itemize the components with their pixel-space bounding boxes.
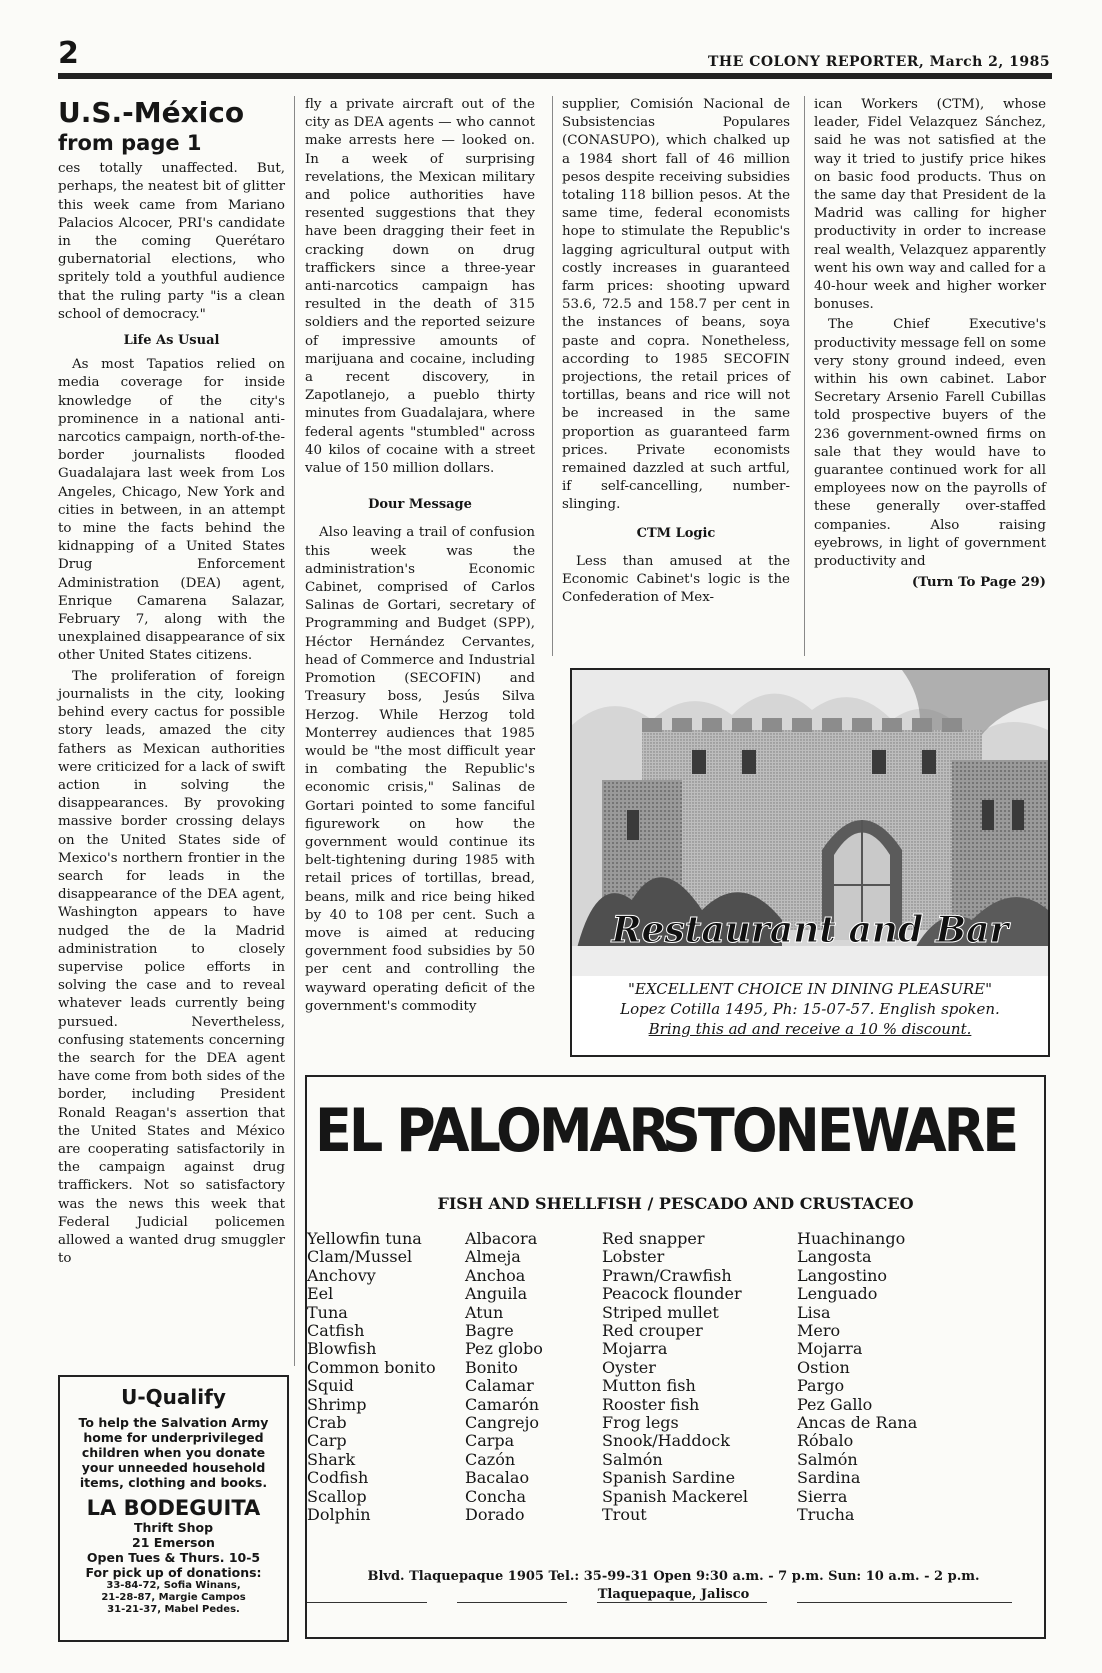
- paragraph: ces totally unaffected. But, perhaps, the neatest bit of glitter this week came from Mariano Palacios Alcocer, PRI's candidate in the coming Querétaro gubernatorial elections, who spritely told a youthful audience that the ruling party "is a clean school of democracy.": [58, 161, 285, 322]
- fish-item: Spanish Mackerel: [602, 1486, 749, 1506]
- palomar-subtitle: FISH AND SHELLFISH / PESCADO AND CRUSTACEO: [437, 1194, 914, 1213]
- pickup-label: For pick up of donations:: [85, 1565, 262, 1580]
- fish-item: Langostino: [797, 1265, 888, 1285]
- fish-item: Mojarra: [602, 1339, 668, 1359]
- fish-item: Albacora: [465, 1229, 538, 1248]
- fish-item: Huachinango: [797, 1229, 906, 1248]
- fish-item: Shark: [307, 1449, 356, 1469]
- paragraph: As most Tapatios relied on media coverage for inside knowledge of the city's prominence in a national anti-narcotics campaign, north-of-the-border journalists flooded Guadalajara last week from Los Angeles, Chicago, New York and cities in between, in an attempt to mine the facts behind the kidnapping of a United States Drug Enforcement Administration (DEA) agent, Enrique Camarena Salazar, February 7, along with the unexplained disappearance of six other United States citizens.: [58, 357, 285, 664]
- uqualify-ad: [58, 1375, 289, 1642]
- fish-item: Anchovy: [307, 1265, 376, 1285]
- fish-item: Pez globo: [465, 1339, 543, 1359]
- fish-item: Atun: [465, 1302, 504, 1322]
- fish-item: Anguila: [465, 1284, 528, 1304]
- fish-item: Bacalao: [465, 1468, 530, 1488]
- fish-item: Mero: [797, 1321, 841, 1341]
- uqualify-title: U-Qualify: [121, 1385, 226, 1409]
- fish-item: Trucha: [797, 1505, 855, 1525]
- fish-item: Cazón: [465, 1449, 516, 1469]
- paragraph: supplier, Comisión Nacional de Subsistencias Populares (CONASUPO), which chalked up a 1984 short fall of 46 million pesos despite receiving subsidies totaling 118 billion pesos. At the same time, federal economists hope to stimulate the Republic's lagging agricultural output with costly increases in guaranteed farm prices: shooting upward 53.6, 72.5 and 158.7 per cent in the instances of beans, soya paste and copra. Nonetheless, according to 1985 SECOFIN projections, the retail prices of tortillas, beans and rice will not be increased in the same proportion as guaranteed farm prices. Private economists remained dazzled at such artful, if self-cancelling, number-slinging.: [562, 97, 790, 513]
- fish-item: Cangrejo: [465, 1413, 540, 1433]
- palomar-footer: [305, 1568, 1042, 1604]
- paragraph: Less than amused at the Economic Cabinet's logic is the Confederation of Mex-: [562, 553, 790, 606]
- fish-item: Codfish: [307, 1468, 369, 1488]
- paragraph: fly a private aircraft out of the city as DEA agents — who cannot make arrests here — looked on. In a week of surprising revelations, the Mexican military and police authorities have resented suggestions that they have been dragging their feet in cracking down on drug traffickers since a three-year anti-narcotics campaign has resulted in the death of 315 soldiers and the reported seizure of impressive amounts of marijuana and cocaine, including a recent discovery, in Zapotlanejo, a pueblo thirty minutes from Guadalajara, where federal agents "stumbled" across 40 kilos of cocaine with a street value of 150 million dollars.: [305, 97, 535, 477]
- fish-item: Róbalo: [797, 1431, 854, 1451]
- fish-item: Ancas de Rana: [797, 1413, 918, 1433]
- fish-item: Spanish Sardine: [602, 1468, 736, 1488]
- fish-item: Dolphin: [307, 1505, 371, 1525]
- fish-item: Concha: [465, 1486, 526, 1506]
- subhead-life-as-usual: Life As Usual: [123, 333, 220, 349]
- fish-item: Carp: [307, 1431, 347, 1451]
- fish-item: Mojarra: [797, 1339, 863, 1359]
- column-divider: [294, 96, 295, 1366]
- fish-item: Prawn/Crawfish: [602, 1265, 732, 1285]
- shop-type: Thrift Shop: [133, 1520, 214, 1535]
- fish-item: Sierra: [797, 1486, 848, 1506]
- fish-item: Carpa: [465, 1431, 515, 1451]
- fish-item: Peacock flounder: [602, 1284, 742, 1304]
- subhead-ctm-logic: CTM Logic: [636, 525, 716, 541]
- fish-item: Salmón: [797, 1449, 858, 1469]
- contact-line: 21-28-87, Margie Campos: [101, 1592, 246, 1603]
- restaurant-sign-text: Restaurant and Bar: [611, 909, 1009, 951]
- fish-item: Oyster: [602, 1357, 656, 1377]
- column-divider: [552, 96, 553, 656]
- fish-item: Red crouper: [602, 1321, 703, 1341]
- fish-item: Anchoa: [465, 1265, 526, 1285]
- shop-address: 21 Emerson: [132, 1535, 215, 1550]
- uqualify-body: To help the Salvation Army home for underprivileged children when you donate your unneeded household items, clothing and books.: [78, 1415, 269, 1490]
- fish-item: Ostion: [797, 1357, 850, 1377]
- palomar-address-hours: Blvd. Tlaquepaque 1905 Tel.: 35-99-31 Open 9:30 a.m. - 7 p.m. Sun: 10 a.m. - 2 p.m.: [367, 1569, 980, 1584]
- fish-item: Salmón: [602, 1449, 663, 1469]
- page-number: 2: [58, 36, 79, 71]
- header-rule: [58, 73, 1052, 79]
- fish-item: Dorado: [465, 1505, 525, 1525]
- fish-item: Lenguado: [797, 1284, 878, 1304]
- palomar-title-right: STONEWARE: [662, 1095, 1017, 1166]
- restaurant-tagline: "EXCELLENT CHOICE IN DINING PLEASURE": [627, 980, 993, 998]
- fish-item: Clam/Mussel: [307, 1247, 413, 1267]
- fish-item: Mutton fish: [602, 1376, 696, 1396]
- fish-item: Scallop: [307, 1486, 367, 1506]
- fish-item: Camarón: [465, 1394, 540, 1414]
- article-column-4: [814, 96, 1046, 591]
- subhead-dour-message: Dour Message: [368, 497, 472, 513]
- paragraph: The Chief Executive's productivity message fell on some very stony ground indeed, even within his own cabinet. Labor Secretary Arsenio Farell Cubillas told prospective buyers of the 236 government-owned firms on sale that they would have to guarantee continued work for all employees now on the payrolls of these generally over-staffed companies. Also raising eyebrows, in light of government productivity and: [814, 317, 1046, 570]
- fish-list-english-2: [602, 1230, 748, 1525]
- paragraph: The proliferation of foreign journalists in the city, looking behind every cactus for possible story leads, amazed the city fathers as Mexican authorities were criticized for a lack of swift action in solving the disappearances. By provoking massive border crossing delays on the United States side of Mexico's northern frontier in the search for leads in the disappearance of the DEA agent, Washington appears to have nudged the de la Madrid administration to closely supervise police efforts in solving the case and to reveal whatever leads currently being pursued. Nevertheless, confusing statements concerning the search for the DEA agent have come from both sides of the border, including President Ronald Reagan's assertion that the United States and México are cooperating satisfactorily in the campaign against drug traffickers. Not so satisfactory was the news this week that Federal Judicial policemen allowed a wanted drug smuggler to: [58, 668, 285, 1267]
- palomar-city: Tlaquepaque, Jalisco: [597, 1587, 750, 1602]
- article-column-2: [305, 96, 535, 1018]
- fish-item: Crab: [307, 1413, 347, 1433]
- paragraph: Also leaving a trail of confusion this week was the administration's Economic Cabinet, comprised of Carlos Salinas de Gortari, secretary of Programming and Budget (SPP), Héctor Hernández Cervantes, head of Commerce and Industrial Promotion (SECOFIN) and Treasury boss, Jesús Silva Herzog. While Herzog told Monterrey audiences that 1985 would be "the most difficult year in combating the Republic's economic crisis," Salinas de Gortari pointed to some fanciful figurework on how the government would continue its belt-tightening during 1985 with retail prices of tortillas, bread, beans, milk and rice being hiked by 40 to 108 per cent. Such a move is aimed at reducing government food subsidies by 50 per cent and controlling the wayward operating deficit of the government's commodity: [305, 525, 535, 1014]
- fish-item: Yellowfin tuna: [307, 1229, 422, 1248]
- fish-item: Squid: [307, 1376, 354, 1396]
- fish-list-english-1: [307, 1230, 436, 1525]
- turn-to-page: (Turn To Page 29): [911, 574, 1046, 591]
- fish-item: Blowfish: [307, 1339, 377, 1359]
- fish-item: Catfish: [307, 1321, 365, 1341]
- fish-item: Striped mullet: [602, 1302, 719, 1322]
- fish-item: Lisa: [797, 1302, 831, 1322]
- fish-item: Red snapper: [602, 1229, 705, 1248]
- masthead: THE COLONY REPORTER, March 2, 1985: [708, 54, 1051, 70]
- palomar-title-left: EL PALOMAR: [315, 1095, 668, 1166]
- fish-item: Calamar: [465, 1376, 534, 1396]
- fish-item: Frog legs: [602, 1413, 679, 1433]
- restaurant-offer: Bring this ad and receive a 10 % discount.: [648, 1020, 972, 1038]
- fish-item: Common bonito: [307, 1357, 436, 1377]
- article-column-3: [562, 96, 790, 609]
- column-divider: [804, 96, 805, 656]
- fish-item: Tuna: [307, 1302, 348, 1322]
- fish-item: Pargo: [797, 1376, 845, 1396]
- fish-item: Bonito: [465, 1357, 518, 1377]
- restaurant-photo: [572, 670, 1048, 976]
- fish-item: Snook/Haddock: [602, 1431, 730, 1451]
- fish-item: Sardina: [797, 1468, 861, 1488]
- fish-item: Pez Gallo: [797, 1394, 873, 1414]
- jump-line: from page 1: [58, 131, 202, 155]
- fish-list-spanish-2: [797, 1230, 917, 1525]
- fish-item: Eel: [307, 1284, 334, 1304]
- fish-item: Bagre: [465, 1321, 514, 1341]
- restaurant-ad: [570, 668, 1050, 1057]
- palomar-ad: [305, 1075, 1046, 1639]
- fish-item: Trout: [602, 1505, 647, 1525]
- fish-item: Shrimp: [307, 1394, 367, 1414]
- shop-hours: Open Tues & Thurs. 10-5: [86, 1550, 261, 1565]
- fish-item: Almeja: [465, 1247, 521, 1267]
- restaurant-address: Lopez Cotilla 1495, Ph: 15-07-57. English spoken.: [620, 1000, 1000, 1018]
- fish-item: Rooster fish: [602, 1394, 700, 1414]
- fish-item: Lobster: [602, 1247, 665, 1267]
- headline: U.S.-México: [58, 96, 245, 129]
- fish-list-spanish-1: [465, 1230, 543, 1525]
- paragraph: ican Workers (CTM), whose leader, Fidel Velazquez Sánchez, said he was not satisfied at the way it tried to justify price hikes on basic food products. Thus on the same day that President de la Madrid was calling for higher productivity in order to increase real wealth, Velazquez apparently went his own way and called for a 40-hour week and higher worker bonuses.: [814, 97, 1046, 313]
- contact-line: 33-84-72, Sofia Winans,: [106, 1580, 241, 1591]
- fish-item: Langosta: [797, 1247, 872, 1267]
- shop-name: LA BODEGUITA: [86, 1496, 261, 1520]
- article-column-1: [58, 96, 285, 1270]
- contact-line: 31-21-37, Mabel Pedes.: [107, 1604, 240, 1615]
